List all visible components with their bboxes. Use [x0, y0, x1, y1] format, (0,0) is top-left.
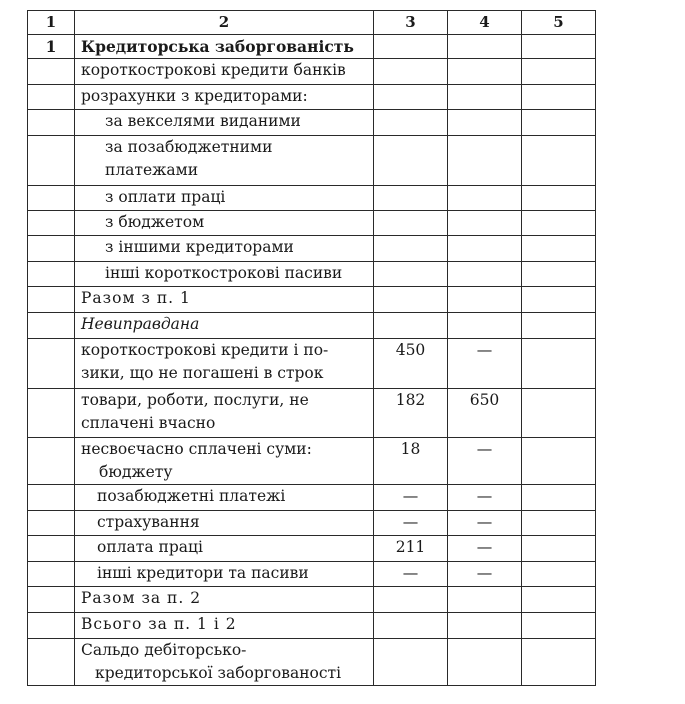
cell-col-4: —	[448, 339, 522, 389]
row-number	[28, 110, 75, 136]
row-label: з оплати праці	[75, 186, 374, 211]
row-label: за векселями виданими	[75, 110, 374, 136]
cell-col-4	[448, 35, 522, 59]
row-label: короткострокові кредити банків	[75, 59, 374, 85]
row-number	[28, 339, 75, 389]
cell-col-5	[522, 110, 596, 136]
table-row	[28, 110, 596, 136]
cell-col-5	[522, 262, 596, 287]
row-label-line-2: сплачені вчасно	[81, 414, 216, 432]
row-number	[28, 587, 75, 613]
table-row	[28, 85, 596, 110]
cell-col-4: —	[448, 438, 522, 485]
row-number	[28, 613, 75, 639]
row-number	[28, 438, 75, 485]
cell-col-4	[448, 313, 522, 339]
cell-col-5	[522, 639, 596, 686]
row-label: інші кредитори та пасиви	[75, 562, 374, 587]
cell-col-5	[522, 236, 596, 262]
row-number	[28, 236, 75, 262]
row-number: 1	[28, 35, 75, 59]
cell-col-4	[448, 136, 522, 186]
cell-col-5	[522, 485, 596, 511]
cell-col-5	[522, 85, 596, 110]
cell-col-5	[522, 562, 596, 587]
table-row	[28, 613, 596, 639]
cell-col-3	[374, 186, 448, 211]
table-row	[28, 35, 596, 59]
cell-col-5	[522, 438, 596, 485]
table-row	[28, 313, 596, 339]
cell-col-5	[522, 35, 596, 59]
row-number	[28, 59, 75, 85]
table-row	[28, 186, 596, 211]
row-label: оплата праці	[75, 536, 374, 562]
cell-col-4	[448, 639, 522, 686]
cell-col-5	[522, 536, 596, 562]
cell-col-4: —	[448, 485, 522, 511]
cell-col-5	[522, 613, 596, 639]
row-label-line-2: платежами	[105, 161, 199, 179]
cell-col-5	[522, 389, 596, 438]
table-row	[28, 236, 596, 262]
cell-col-3: 450	[374, 339, 448, 389]
cell-col-4	[448, 262, 522, 287]
row-label: позабюджетні платежі	[75, 485, 374, 511]
cell-col-4: —	[448, 536, 522, 562]
table-row	[28, 136, 596, 186]
row-number	[28, 639, 75, 686]
row-number	[28, 287, 75, 313]
header-col-4: 4	[448, 11, 522, 35]
row-label: страхування	[75, 511, 374, 536]
row-number	[28, 85, 75, 110]
cell-col-4	[448, 59, 522, 85]
row-label	[75, 639, 374, 686]
cell-col-3	[374, 262, 448, 287]
row-number	[28, 511, 75, 536]
cell-col-3: —	[374, 485, 448, 511]
row-number	[28, 211, 75, 236]
header-col-1: 1	[28, 11, 75, 35]
table-row	[28, 562, 596, 587]
cell-col-4: —	[448, 511, 522, 536]
cell-col-3: 211	[374, 536, 448, 562]
cell-col-4: —	[448, 562, 522, 587]
row-label: з бюджетом	[75, 211, 374, 236]
cell-col-4	[448, 85, 522, 110]
row-label: інші короткострокові пасиви	[75, 262, 374, 287]
row-label-line-2: зики, що не погашені в строк	[81, 364, 324, 382]
row-label-line-1: несвоєчасно сплачені суми:	[81, 440, 312, 458]
cell-col-3: 18	[374, 438, 448, 485]
row-number	[28, 136, 75, 186]
row-label-line-2: бюджету	[99, 463, 173, 481]
table-row	[28, 485, 596, 511]
cell-col-4	[448, 211, 522, 236]
row-label	[75, 438, 374, 485]
row-number	[28, 389, 75, 438]
row-label-line-1: короткострокові кредити і по-	[81, 341, 329, 359]
row-number	[28, 262, 75, 287]
row-label	[75, 389, 374, 438]
table-row	[28, 59, 596, 85]
cell-col-5	[522, 136, 596, 186]
cell-col-3: —	[374, 562, 448, 587]
row-label-line-1: за позабюджетними	[105, 138, 273, 156]
row-label	[75, 339, 374, 389]
cell-col-3	[374, 236, 448, 262]
header-col-2: 2	[75, 11, 374, 35]
cell-col-3	[374, 59, 448, 85]
cell-col-4	[448, 587, 522, 613]
cell-col-3	[374, 313, 448, 339]
row-label-line-1: товари, роботи, послуги, не	[81, 391, 309, 409]
row-label: Разом з п. 1	[75, 287, 374, 313]
row-number	[28, 536, 75, 562]
table-row	[28, 262, 596, 287]
cell-col-5	[522, 211, 596, 236]
cell-col-4	[448, 287, 522, 313]
cell-col-3	[374, 110, 448, 136]
table-row	[28, 211, 596, 236]
cell-col-3	[374, 35, 448, 59]
table-row	[28, 287, 596, 313]
row-label-line-1: Сальдо дебіторсько-	[81, 641, 247, 659]
cell-col-3	[374, 287, 448, 313]
cell-col-5	[522, 313, 596, 339]
row-label: Кредиторська заборгованість	[75, 35, 374, 59]
cell-col-5	[522, 339, 596, 389]
cell-col-4	[448, 236, 522, 262]
cell-col-3	[374, 613, 448, 639]
table-row	[28, 536, 596, 562]
cell-col-4	[448, 613, 522, 639]
cell-col-5	[522, 587, 596, 613]
payables-table	[27, 10, 596, 686]
cell-col-5	[522, 287, 596, 313]
row-number	[28, 485, 75, 511]
cell-col-3: —	[374, 511, 448, 536]
row-label	[75, 136, 374, 186]
cell-col-3	[374, 587, 448, 613]
row-label-line-2: кредиторської заборгованості	[95, 664, 342, 682]
table-row	[28, 511, 596, 536]
table-row	[28, 438, 596, 485]
cell-col-3	[374, 85, 448, 110]
cell-col-4	[448, 110, 522, 136]
header-row	[28, 11, 596, 35]
row-label: Всього за п. 1 і 2	[75, 613, 374, 639]
table-row	[28, 339, 596, 389]
row-label: розрахунки з кредиторами:	[75, 85, 374, 110]
table-row	[28, 587, 596, 613]
table-row	[28, 389, 596, 438]
cell-col-5	[522, 186, 596, 211]
row-label: з іншими кредиторами	[75, 236, 374, 262]
cell-col-3	[374, 211, 448, 236]
cell-col-4: 650	[448, 389, 522, 438]
table-row	[28, 639, 596, 686]
cell-col-3: 182	[374, 389, 448, 438]
row-label: Невиправдана	[75, 313, 374, 339]
cell-col-5	[522, 511, 596, 536]
header-col-5: 5	[522, 11, 596, 35]
cell-col-5	[522, 59, 596, 85]
cell-col-3	[374, 136, 448, 186]
row-number	[28, 562, 75, 587]
row-label: Разом за п. 2	[75, 587, 374, 613]
header-col-3: 3	[374, 11, 448, 35]
row-number	[28, 313, 75, 339]
cell-col-3	[374, 639, 448, 686]
cell-col-4	[448, 186, 522, 211]
row-number	[28, 186, 75, 211]
